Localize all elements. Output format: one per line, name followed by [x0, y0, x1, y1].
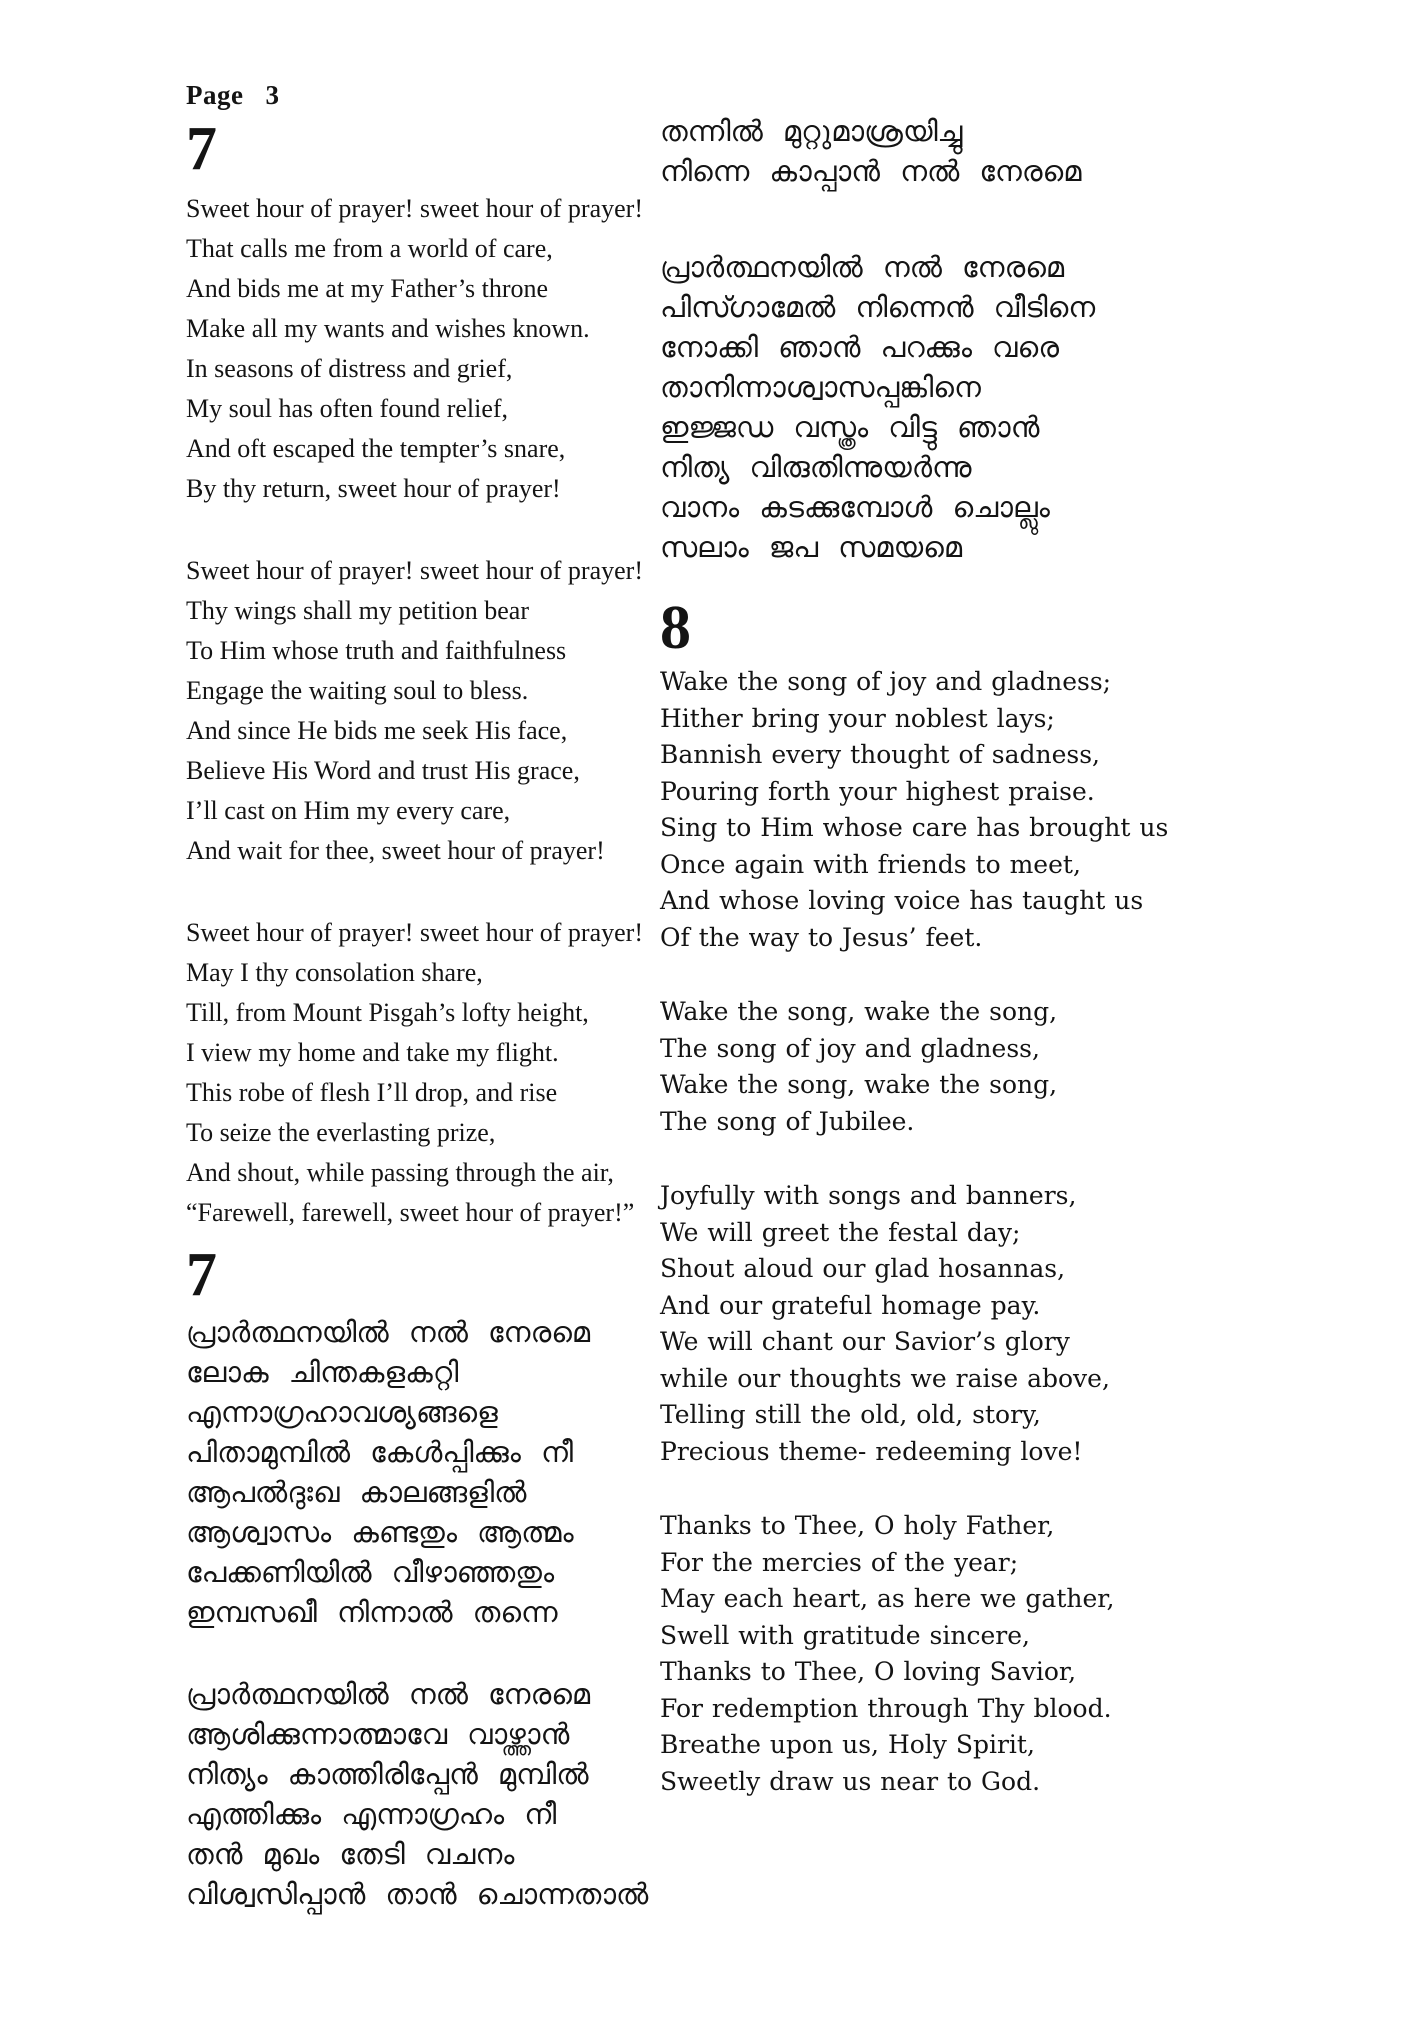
verse-line: while our thoughts we raise above, [660, 1363, 1110, 1393]
verse-line: Make all my wants and wishes known. [186, 314, 590, 343]
verse-line: We will greet the festal day; [660, 1217, 1021, 1247]
verse [660, 112, 1152, 192]
verse-line: And since He bids me seek His face, [186, 716, 568, 745]
verse-line: And bids me at my Father’s throne [186, 274, 549, 303]
verse-line: Sing to Him whose care has brought us [660, 813, 1169, 842]
verse-line: പിതാമുമ്പിൽ കേൾപ്പിക്കും നീ [186, 1437, 574, 1469]
verse-line: ആശ്വാസം കണ്ടതും ആത്മം [186, 1517, 574, 1549]
verse [660, 248, 1152, 568]
verse-line: പ്രാർത്ഥനയിൽ നൽ നേരമെ [660, 252, 1065, 284]
verse-line: Hither bring your noblest lays; [660, 703, 1055, 733]
verse-line: സലാം ജപ സമയമെ [660, 532, 963, 564]
verse-line: Wake the song of joy and gladness; [660, 667, 1112, 696]
verse-line: Bannish every thought of sadness, [660, 740, 1100, 769]
verse-line: The song of joy and gladness, [660, 1033, 1040, 1063]
verse-line: ഇജ്ജഡ വസ്ത്രം വിട്ടു ഞാൻ [660, 412, 1040, 444]
verse-line: Sweet hour of prayer! sweet hour of prayer! [186, 194, 643, 223]
verse [660, 664, 1169, 956]
verse-line: നിത്യ വിരുതിന്നുയർന്നു [660, 452, 972, 484]
verse-line: എന്നാഗ്രഹാവശ്യങ്ങളെ [186, 1397, 498, 1429]
verse-line: Wake the song, wake the song, [660, 997, 1058, 1026]
verse-line: May I thy consolation share, [186, 958, 483, 987]
hymn-7-malayalam-continued-verses [660, 112, 1152, 568]
page-label: Page [186, 80, 244, 110]
verse-line: Sweet hour of prayer! sweet hour of prayer! [186, 556, 643, 585]
verse-line: For the mercies of the year; [660, 1547, 1019, 1577]
verse-line: That calls me from a world of care, [186, 234, 553, 263]
verse-line: ആശിക്കുന്നാത്മാവേ വാഴ്ത്താൻ [186, 1719, 570, 1751]
verse [186, 1675, 648, 1915]
verse-line: Believe His Word and trust His grace, [186, 756, 580, 785]
verse-line: And oft escaped the tempter’s snare, [186, 434, 566, 463]
verse-line: Sweet hour of prayer! sweet hour of prayer! [186, 918, 643, 947]
verse-line: വാനം കടക്കുമ്പോൾ ചൊല്ലും [660, 492, 1050, 524]
verse-line: Sweetly draw us near to God. [660, 1766, 1041, 1796]
verse-line: ഇമ്പസഖീ നിന്നാൽ തന്നെ [186, 1597, 558, 1629]
verse-line: നോക്കി ഞാൻ പറക്കും വരെ [660, 332, 1059, 364]
verse-line: And shout, while passing through the air, [186, 1158, 614, 1187]
verse-line: And our grateful homage pay. [660, 1290, 1041, 1320]
verse-line: “Farewell, farewell, sweet hour of prayer!” [186, 1198, 635, 1227]
hymn-7-number-english: 7 [186, 115, 217, 183]
page-number: 3 [265, 80, 280, 110]
verse-line: പ്രാർത്ഥനയിൽ നൽ നേരമെ [186, 1317, 591, 1349]
verse-line: താനിന്നാശ്വാസപ്പങ്കിനെ [660, 372, 981, 404]
verse-line: പ്രാർത്ഥനയിൽ നൽ നേരമെ [186, 1679, 591, 1711]
verse-line: എത്തിക്കും എന്നാഗ്രഹം നീ [186, 1799, 557, 1831]
verse-line: ആപൽദുഃഖ കാലങ്ങളിൽ [186, 1477, 527, 1509]
verse-line: നിന്നെ കാപ്പാൻ നൽ നേരമെ [660, 156, 1082, 188]
verse-line: Precious theme- redeeming love! [660, 1436, 1083, 1466]
verse-line: We will chant our Savior’s glory [660, 1327, 1070, 1356]
verse-line: To Him whose truth and faithfulness [186, 636, 567, 665]
hymn-8-english-verses [660, 664, 1169, 1800]
verse-line: May each heart, as here we gather, [660, 1584, 1115, 1613]
verse-line: Thanks to Thee, O loving Savior, [660, 1657, 1077, 1686]
verse [660, 994, 1152, 1140]
verse-line: By thy return, sweet hour of prayer! [186, 474, 561, 503]
verse-line: I’ll cast on Him my every care, [186, 796, 511, 825]
hymn-7-malayalam-verses [186, 1313, 648, 1915]
verse-line: Thanks to Thee, O holy Father, [660, 1511, 1055, 1540]
left-column [186, 82, 648, 1915]
verse-line: In seasons of distress and grief, [186, 354, 513, 383]
verse-line: Once again with friends to meet, [660, 849, 1081, 879]
verse-line: Pouring forth your highest praise. [660, 776, 1095, 806]
verse [186, 189, 648, 509]
verse-line: പേക്കണിയിൽ വീഴാഞ്ഞതും [186, 1557, 555, 1589]
verse-line: I view my home and take my flight. [186, 1038, 559, 1067]
verse-line: Of the way to Jesus’ feet. [660, 922, 983, 952]
verse-line: And whose loving voice has taught us [660, 886, 1144, 915]
verse-line: Breathe upon us, Holy Spirit, [660, 1730, 1035, 1759]
verse [186, 1313, 648, 1633]
verse-line: Till, from Mount Pisgah’s lofty height, [186, 998, 589, 1027]
verse-line: Swell with gratitude sincere, [660, 1620, 1030, 1650]
hymn-7-number-malayalam: 7 [186, 1241, 217, 1309]
verse-line: To seize the everlasting prize, [186, 1118, 496, 1147]
verse-line: This robe of flesh I’ll drop, and rise [186, 1078, 558, 1107]
verse-line: നിത്യം കാത്തിരിപ്പേൻ മുമ്പിൽ [186, 1759, 589, 1791]
verse-line: Engage the waiting soul to bless. [186, 676, 529, 705]
verse-line: Telling still the old, old, story, [660, 1400, 1041, 1429]
hymn-7-english-verses [186, 189, 648, 1233]
verse-line: പിസ്ഗാമേൽ നിന്നെൻ വീടിനെ [660, 292, 1096, 324]
verse-line: തൻ മുഖം തേടി വചനം [186, 1839, 515, 1871]
verse [660, 1178, 1152, 1470]
verse-line: For redemption through Thy blood. [660, 1693, 1112, 1723]
verse-line: The song of Jubilee. [660, 1106, 915, 1136]
verse-line: ലോക ചിന്തകളകറ്റി [186, 1357, 459, 1389]
page-header [186, 82, 648, 109]
verse-line: Thy wings shall my petition bear [186, 596, 530, 625]
verse-line: And wait for thee, sweet hour of prayer! [186, 836, 605, 865]
verse-line: My soul has often found relief, [186, 394, 509, 423]
right-column [660, 112, 1169, 1800]
verse [186, 551, 648, 871]
verse-line: വിശ്വസിപ്പാൻ താൻ ചൊന്നതാൽ [186, 1879, 649, 1911]
verse-line: Wake the song, wake the song, [660, 1070, 1058, 1099]
verse [186, 913, 648, 1233]
hymn-8-number: 8 [660, 594, 691, 662]
verse-line: Joyfully with songs and banners, [660, 1181, 1077, 1210]
verse [660, 1508, 1152, 1800]
verse-line: തന്നിൽ മുറ്റുമാശ്രയിച്ചു [660, 116, 963, 148]
verse-line: Shout aloud our glad hosannas, [660, 1254, 1066, 1283]
